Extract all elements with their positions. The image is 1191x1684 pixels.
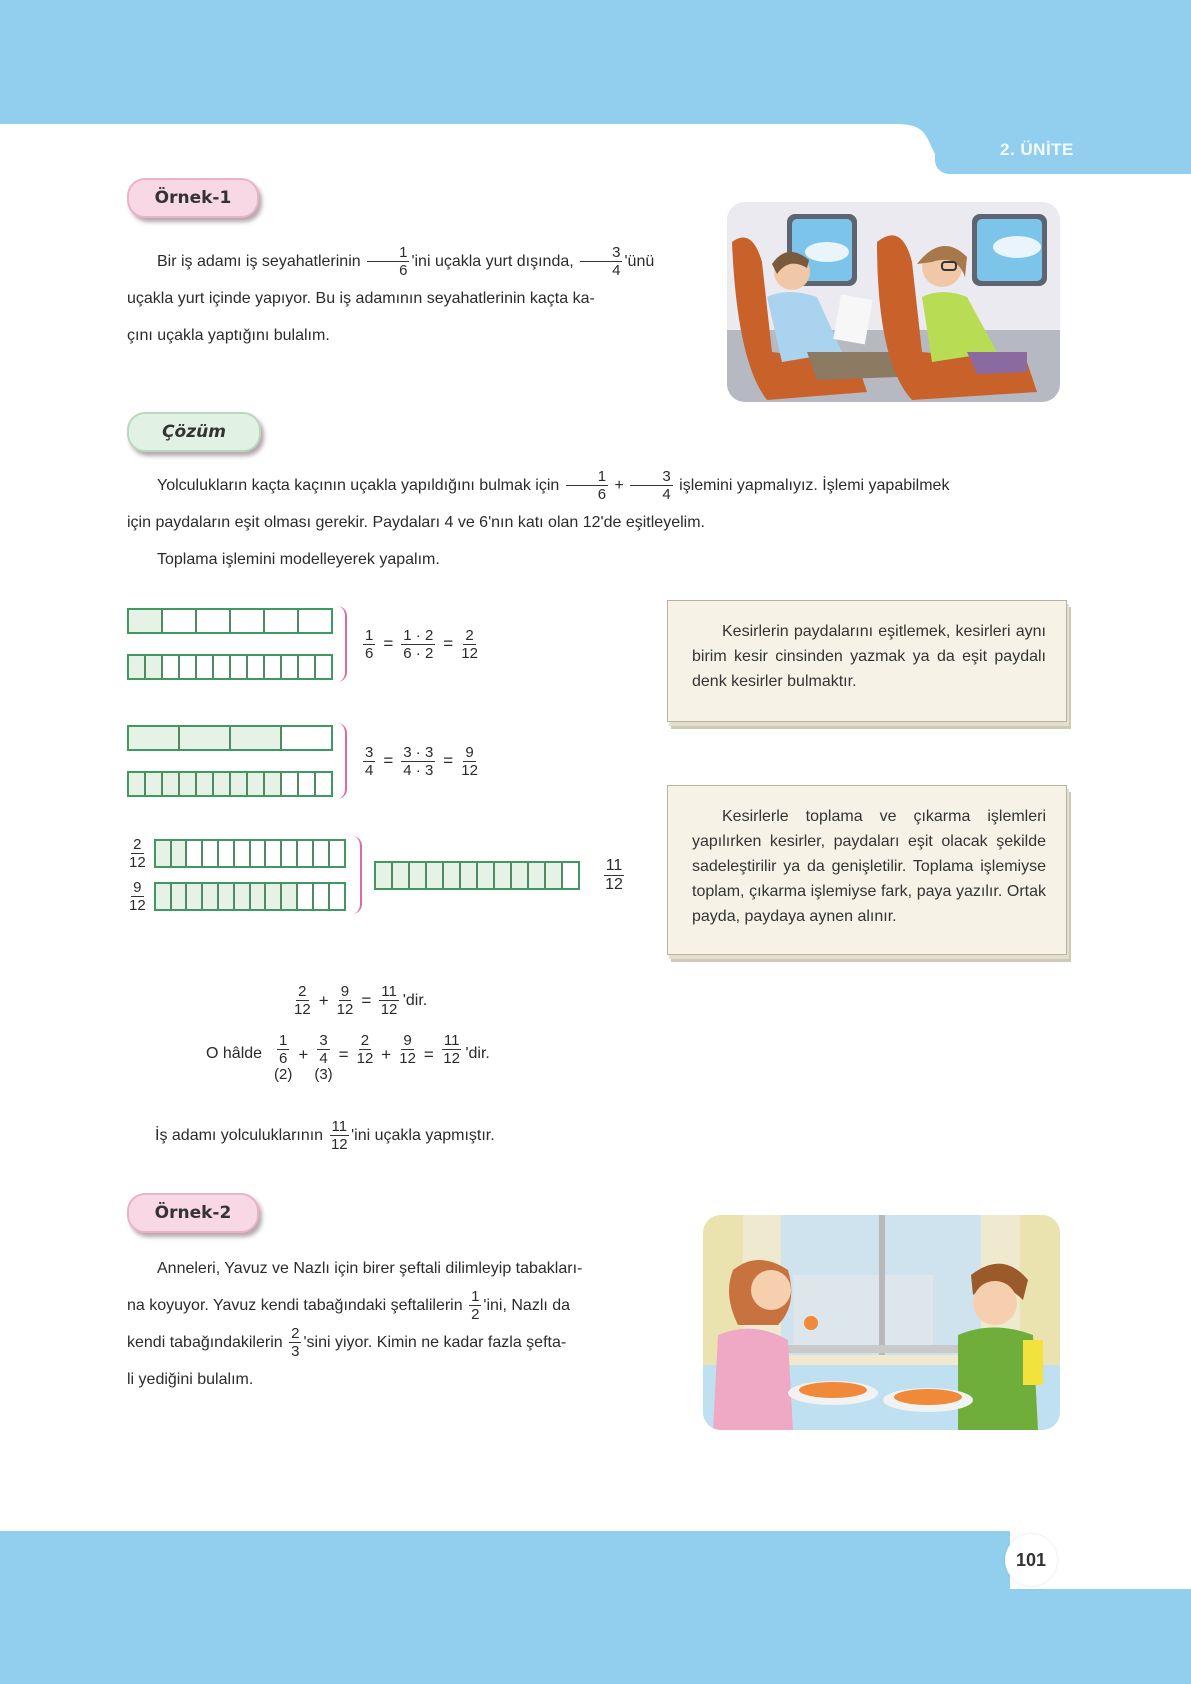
plane-passengers-illustration <box>727 202 1060 402</box>
bar-twelfths <box>127 654 333 680</box>
text-line: uçakla yurt içinde yapıyor. Bu iş adamının seyahatlerinin kaçta ka- <box>127 290 595 307</box>
text: 'ünü <box>624 253 655 270</box>
fraction-9-12: $\frac{9}{12}$ <box>129 879 146 914</box>
text: 'ini uçakla yurt dışında, <box>411 253 574 270</box>
fraction-2-3: $\frac{2}{3}$ <box>291 1325 300 1361</box>
example-1-text <box>127 243 717 354</box>
solution-text <box>127 467 1077 578</box>
note-text: Kesirlerle toplama ve çıkarma işlemleri yapılırken kesirler, paydaları eşit olacak şekilde sadeleştirilir ya da genişletilir. Toplama işlemiyse toplam, çıkarma işlemiyse fark, paya yazılır. Ortak payda, paydaya aynen alınır. <box>692 808 1046 925</box>
fraction-3-4: $\frac{3}{4}$ <box>630 469 672 502</box>
fraction-model-2 <box>127 723 480 799</box>
unit-label: 2. ÜNİTE <box>1000 140 1074 159</box>
fraction-11-12: $\frac{11}{12}$ <box>605 856 623 893</box>
bar-11-twelfths <box>374 861 580 890</box>
equation-1: $\frac{1}{6}$ = $\frac{1 \cdot 2}{6 \cdot 2}$ = $\frac{2}{12}$ <box>365 626 478 662</box>
brace <box>337 723 347 799</box>
text-line: için paydaların eşit olması gerekir. Paydaları 4 ve 6'nın katı olan 12'de eşitleyelim. <box>127 514 705 531</box>
brace <box>352 836 362 914</box>
note-text: Kesirlerin paydalarını eşitlemek, kesirleri aynı birim kesir cinsinden yazmak ya da eşit paydalı denk kesirler bulmaktır. <box>692 623 1046 690</box>
fraction-1-6: $\frac{1}{6}$ <box>566 469 608 502</box>
fraction-1-6: $\frac{1}{6}$ <box>367 245 409 278</box>
text: Yolculukların kaçta kaçının uçakla yapıldığını bulmak için <box>157 477 560 494</box>
page-number: 101 <box>1005 1534 1057 1586</box>
text-line: çını uçakla yaptığını bulalım. <box>127 327 330 344</box>
sum-equation-2: O hâlde $\frac{1}{6}$ (2) + $\frac{3}{4}$ (3) = $\frac{2}{12}$ + $\frac{9}{12}$ = $\frac{11}{12}$ 'dir. <box>206 1032 490 1083</box>
bar-quarters <box>127 725 333 751</box>
conclusion-text: İş adamı yolculuklarının $\frac{11}{12}$ 'ini uçakla yapmıştır. <box>155 1118 495 1154</box>
plus-sign: + <box>614 477 624 494</box>
text-line: li yediğini bulalım. <box>127 1371 254 1388</box>
text-line: Anneleri, Yavuz ve Nazlı için birer şeftali dilimleyip tabakları- <box>157 1260 583 1277</box>
note-box-2 <box>667 785 1067 955</box>
sum-equation-1: $\frac{2}{12}$ + $\frac{9}{12}$ = $\frac{11}{12}$ 'dir. <box>294 983 428 1018</box>
bar-2-twelfths <box>154 839 346 868</box>
fraction-model-1 <box>127 606 480 682</box>
children-eating-peaches-illustration <box>703 1215 1060 1430</box>
text-line: Toplama işlemini modelleyerek yapalım. <box>157 551 440 568</box>
text: işlemini yapmalıyız. İşlemi yapabilmek <box>679 477 950 494</box>
example-2-badge: Örnek-2 <box>127 1193 259 1233</box>
header-band <box>0 0 1191 124</box>
bar-sixths <box>127 608 333 634</box>
fraction-2-12: $\frac{2}{12}$ <box>129 836 146 871</box>
bar-9-twelfths <box>154 882 346 911</box>
solution-badge: Çözüm <box>127 412 261 452</box>
fraction-3-4: $\frac{3}{4}$ <box>580 245 622 278</box>
fraction-1-2: $\frac{1}{2}$ <box>471 1288 480 1324</box>
example-1-badge: Örnek-1 <box>127 178 259 218</box>
brace <box>337 606 347 682</box>
bar-twelfths <box>127 771 333 797</box>
equation-2: $\frac{3}{4}$ = $\frac{3 \cdot 3}{4 \cdot 3}$ = $\frac{9}{12}$ <box>365 743 478 779</box>
combined-model <box>127 836 626 914</box>
note-box-1 <box>667 600 1067 722</box>
text: Bir iş adamı iş seyahatlerinin <box>157 253 361 270</box>
example-2-text: Anneleri, Yavuz ve Nazlı için birer şeftali dilimleyip tabakları- na koyuyor. Yavuz kendi tabağındaki şeftalilerin $\frac{1}{2}$ 'ini, Nazlı da kendi tabağındakilerin $\frac{2}{3}$ 'sini yiyor. Kimin ne kadar fazla şefta- li yediğini bulalım. <box>127 1250 687 1398</box>
